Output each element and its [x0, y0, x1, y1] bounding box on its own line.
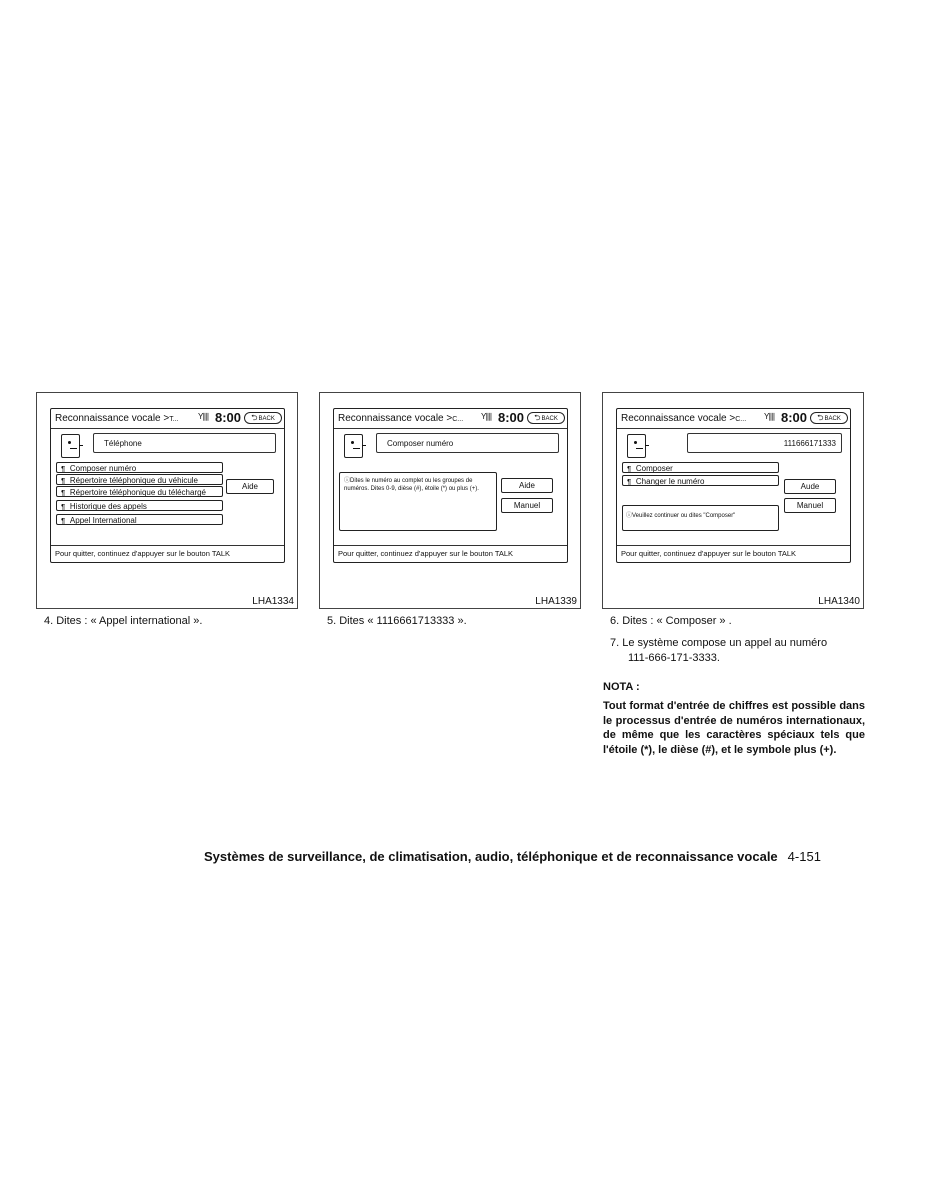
voice-face-icon	[627, 434, 646, 458]
screen-header	[334, 409, 567, 429]
caption-step-5: 5. Dites « 1116661713333 ».	[327, 615, 467, 627]
screen-footer: Pour quitter, continuez d'appuyer sur le bouton TALK	[617, 545, 850, 562]
screen-title: Reconnaissance vocale >C...	[621, 413, 747, 424]
figure-id: LHA1339	[535, 596, 577, 607]
aide-button[interactable]: Aide	[501, 478, 553, 493]
menu-item[interactable]: ¶ Changer le numéro	[622, 475, 779, 486]
screen-header	[617, 409, 850, 429]
voice-face-icon	[61, 434, 80, 458]
manuel-button[interactable]: Manuel	[784, 498, 836, 513]
screen-footer: Pour quitter, continuez d'appuyer sur le bouton TALK	[51, 545, 284, 562]
voice-command-icon: ¶	[61, 518, 65, 525]
menu-item[interactable]: ¶ Composer	[622, 462, 779, 473]
nota-heading: NOTA :	[603, 681, 640, 693]
back-arrow-icon: ⮌	[251, 413, 258, 422]
voice-screen	[616, 408, 851, 563]
entered-number: 111666171333	[687, 433, 842, 453]
aude-button[interactable]: Aude	[784, 479, 836, 494]
step-7-line-1: 7. Le système compose un appel au numéro	[610, 637, 828, 649]
figure-id: LHA1340	[818, 596, 860, 607]
voice-command-icon: ¶	[61, 478, 65, 485]
manuel-button[interactable]: Manuel	[501, 498, 553, 513]
aide-button[interactable]: Aide	[226, 479, 274, 494]
nota-body: Tout format d'entrée de chiffres est possible dans le processus d'entrée de numéros internationaux, de même que les caractères spéciaux tels que l'étoile (*), le dièse (#), et le symbole plus (+).	[603, 700, 865, 756]
back-button[interactable]: ⮌BACK	[527, 412, 565, 424]
signal-icon: Y∥∥	[198, 412, 209, 421]
voice-command-icon: ¶	[627, 466, 631, 473]
clock: 8:00	[215, 410, 242, 425]
section-title: Systèmes de surveillance, de climatisation, audio, téléphonique et de reconnaissance vocale	[204, 849, 778, 864]
voice-screen	[50, 408, 285, 563]
voice-command-icon: ¶	[61, 466, 65, 473]
caption-step-6: 6. Dites : « Composer » .	[610, 615, 732, 627]
caption-step-4: 4. Dites : « Appel international ».	[44, 615, 203, 627]
screen-header	[51, 409, 284, 429]
clock: 8:00	[498, 410, 525, 425]
info-message: ⓘDites le numéro au complet ou les groupes de numéros. Dites 0-9, dièse (#), étoile (*) ou plus (+).	[339, 472, 497, 531]
back-button[interactable]: ⮌BACK	[810, 412, 848, 424]
selected-field: Composer numéro	[376, 433, 559, 453]
figure-lha1334	[36, 392, 298, 609]
menu-item[interactable]: ¶ Répertoire téléphonique du téléchargé	[56, 486, 223, 497]
signal-icon: Y∥∥	[764, 412, 775, 421]
voice-command-icon: ¶	[61, 490, 65, 497]
figure-lha1340	[602, 392, 864, 609]
figure-id: LHA1334	[252, 596, 294, 607]
info-message: ⓘVeuillez continuer ou dites "Composer"	[622, 505, 779, 531]
screen-title: Reconnaissance vocale >C...	[338, 413, 464, 424]
menu-item[interactable]: ¶ Historique des appels	[56, 500, 223, 511]
clock: 8:00	[781, 410, 808, 425]
voice-command-icon: ¶	[61, 504, 65, 511]
voice-command-icon: ¶	[627, 479, 631, 486]
voice-screen	[333, 408, 568, 563]
step-7-line-2: 111-666-171-3333.	[628, 652, 720, 664]
signal-icon: Y∥∥	[481, 412, 492, 421]
back-arrow-icon: ⮌	[534, 413, 541, 422]
page-footer	[204, 849, 821, 864]
menu-item[interactable]: ¶ Composer numéro	[56, 462, 223, 473]
figure-lha1339	[319, 392, 581, 609]
selected-field: Téléphone	[93, 433, 276, 453]
back-button[interactable]: ⮌BACK	[244, 412, 282, 424]
back-arrow-icon: ⮌	[817, 413, 824, 422]
page-number: 4-151	[787, 849, 821, 864]
screen-footer: Pour quitter, continuez d'appuyer sur le bouton TALK	[334, 545, 567, 562]
menu-item[interactable]: ¶ Appel International	[56, 514, 223, 525]
voice-face-icon	[344, 434, 363, 458]
screen-title: Reconnaissance vocale >T...	[55, 413, 179, 424]
menu-item[interactable]: ¶ Répertoire téléphonique du véhicule	[56, 474, 223, 485]
